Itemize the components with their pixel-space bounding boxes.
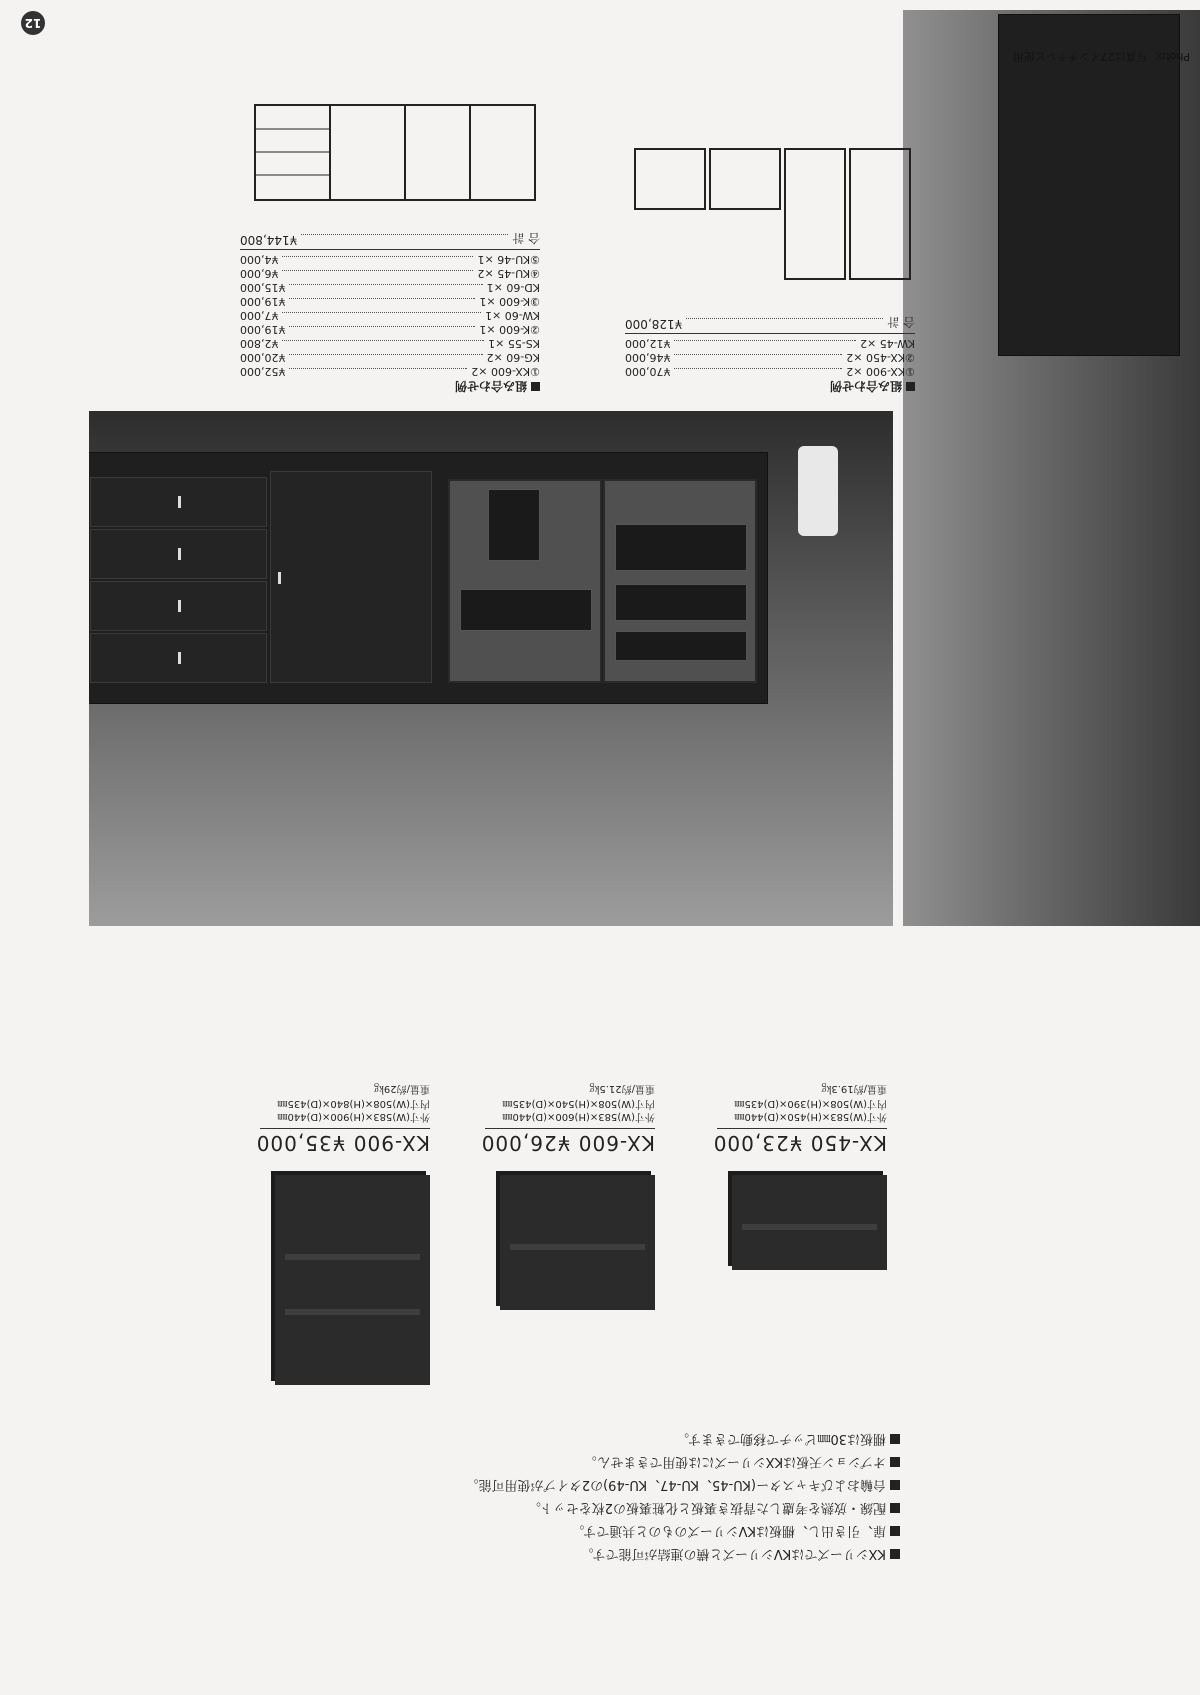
feature-item: KXシリーズではKVシリーズと横の連結が可能です。 <box>280 1542 900 1565</box>
cabinet-door <box>270 471 432 683</box>
combo-total: 合 計 ¥128,000 <box>625 314 915 334</box>
glass-door <box>448 479 602 683</box>
drawer <box>90 633 267 683</box>
combo-line: ①KX-900 ×2 ¥70,000 <box>625 365 915 378</box>
product-weight: 重量/約21.5㎏ <box>589 1083 655 1094</box>
product-inner-size: 内寸(W)508×(H)390×(D)435㎜ <box>734 1098 887 1109</box>
combo-line: KS-55 ×1 ¥2,800 <box>240 337 540 350</box>
product-name: KX-900 ¥35,000 <box>260 1128 430 1155</box>
cabinet-kx-450-image <box>732 1175 887 1270</box>
combo-line: KW-45 ×2 ¥12,000 <box>625 337 915 350</box>
combo-title: 組み合わせ例 <box>829 379 902 393</box>
combo-a-diagram <box>625 134 915 284</box>
product-inner-size: 内寸(W)508×(H)840×(D)435㎜ <box>277 1098 430 1109</box>
combo-example-a <box>625 134 915 395</box>
combo-line: ②K-600 ×1 ¥19,000 <box>240 323 540 336</box>
product-kx-900 <box>255 995 430 1395</box>
side-photo <box>903 10 1200 926</box>
combo-example-b <box>240 95 540 395</box>
combo-title: 組み合わせ例 <box>454 379 527 393</box>
cabinet-kx-600-image <box>500 1175 655 1310</box>
glass-door <box>603 479 757 683</box>
product-name: KX-450 ¥23,000 <box>717 1128 887 1155</box>
combo-line: KW-60 ×1 ¥7,000 <box>240 309 540 322</box>
combo-line: ①KX-600 ×2 ¥52,000 <box>240 365 540 378</box>
product-name: KX-600 ¥26,000 <box>485 1128 655 1155</box>
main-photo <box>89 411 893 926</box>
combo-line: KG-60 ×2 ¥20,000 <box>240 351 540 364</box>
product-kx-600 <box>480 995 655 1395</box>
product-outer-size: 外寸(W)583×(H)600×(D)440㎜ <box>502 1111 655 1122</box>
feature-item: オプション天板はKXシリーズには使用できません。 <box>280 1450 900 1473</box>
product-kx-450 <box>712 995 887 1395</box>
product-inner-size: 内寸(W)508×(H)540×(D)435㎜ <box>502 1098 655 1109</box>
feature-item: 台輪およびキャスター(KU-45、KU-47、KU-49)の2タイプが使用可能。 <box>280 1473 900 1496</box>
combo-line: ⑤KU-46 ×1 ¥4,000 <box>240 253 540 266</box>
cabinet-kx-900-image <box>275 1175 430 1385</box>
combo-line: ③K-600 ×1 ¥19,000 <box>240 295 540 308</box>
product-outer-size: 外寸(W)583×(H)450×(D)440㎜ <box>734 1111 887 1122</box>
features-list <box>280 1427 900 1565</box>
feature-item: 扉、引き出し、棚板はKVシリーズのものと共通です。 <box>280 1519 900 1542</box>
product-weight: 重量/約29㎏ <box>373 1083 430 1094</box>
drawer <box>90 477 267 527</box>
feature-item: 棚板は30㎜ピッチで移動できます。 <box>280 1427 900 1450</box>
combo-line: ②KX-450 ×2 ¥46,000 <box>625 351 915 364</box>
product-weight: 重量/約19.3㎏ <box>821 1083 887 1094</box>
photo-credit: Photo：写真は27インチテレビ使用 <box>1012 50 1190 63</box>
combo-b-diagram <box>240 95 540 210</box>
product-outer-size: 外寸(W)583×(H)900×(D)440㎜ <box>277 1111 430 1122</box>
drawer <box>90 529 267 579</box>
lamp <box>798 446 838 536</box>
combo-line: KD-60 ×1 ¥15,000 <box>240 281 540 294</box>
wall-cabinet-unit <box>89 452 768 704</box>
page-number: 12 <box>21 11 45 35</box>
combo-total: 合 計 ¥144,800 <box>240 230 540 250</box>
combo-line: ④KU-45 ×2 ¥6,000 <box>240 267 540 280</box>
wall-cabinet-closeup <box>998 14 1180 356</box>
drawer <box>90 581 267 631</box>
feature-item: 配線・放熱を考慮した背抜き裏板と化粧裏板の2枚をセット。 <box>280 1496 900 1519</box>
